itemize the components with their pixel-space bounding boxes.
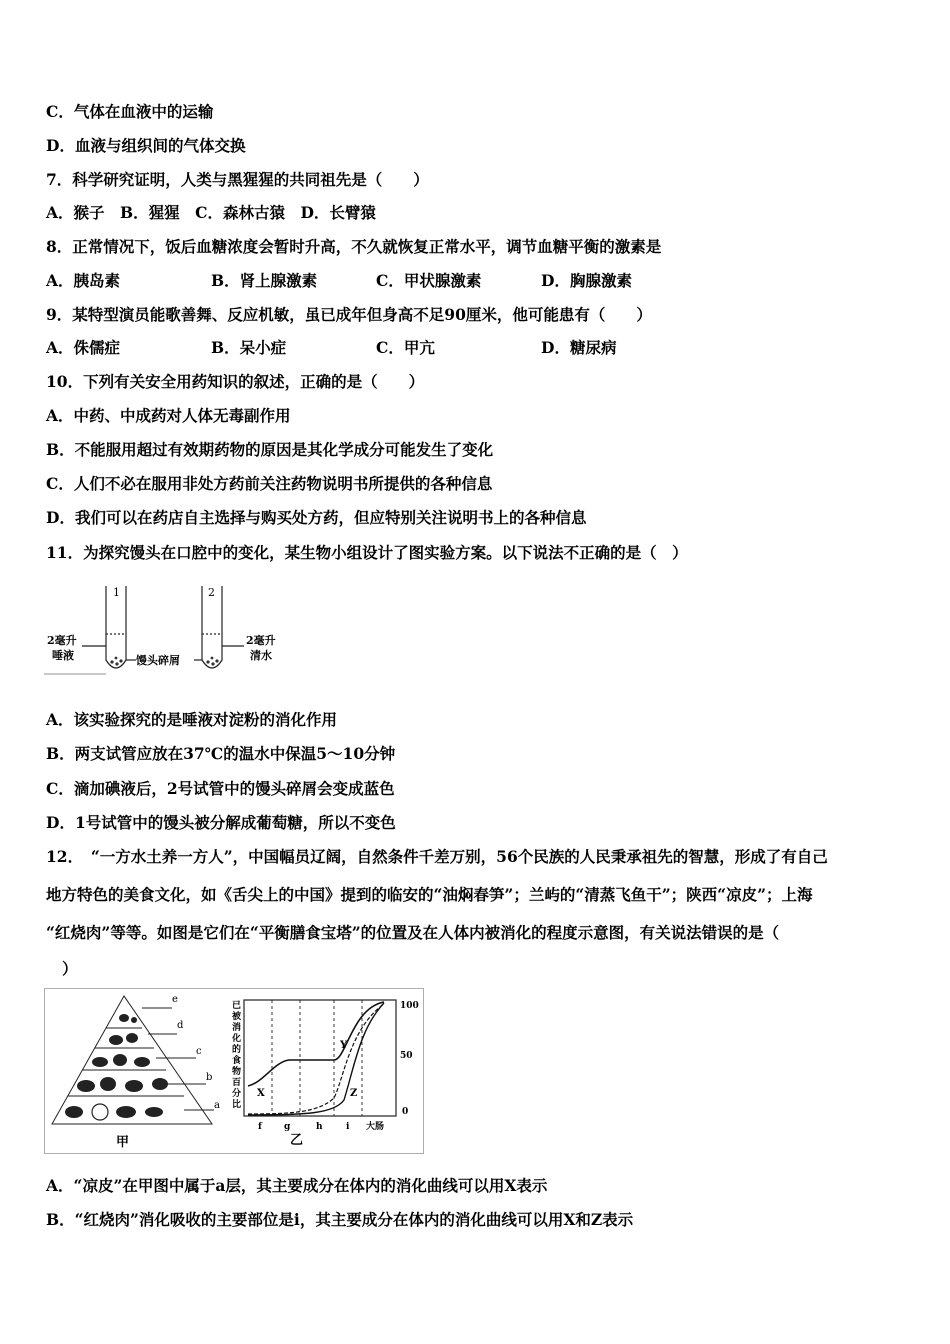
question-10: 10．下列有关安全用药知识的叙述，正确的是（ ） [46, 372, 425, 391]
y-tick-0: 0 [402, 1107, 409, 1117]
pyramid-letter-e: e [172, 994, 178, 1005]
saliva-label: 唾液 [52, 649, 74, 662]
y-label-char-1: 已 [232, 1001, 242, 1011]
q8-option-c: C．甲状腺激素 [376, 271, 482, 290]
question-7: 7．科学研究证明，人类与黑猩猩的共同祖先是（ ） [46, 170, 429, 189]
q8-option-a: A．胰岛素 [46, 271, 121, 290]
curve-label-x: X [257, 1088, 265, 1099]
question-8-options [46, 271, 632, 291]
water-label-volume: 2毫升 [246, 634, 276, 647]
curve-label-z: Z [350, 1088, 358, 1099]
question-12-line-3: “红烧肉”等等。如图是它们在“平衡膳食宝塔”的位置及在人体内被消化的程度示意图，有关说法错误的是（ [46, 923, 780, 942]
curve-x [248, 1002, 384, 1086]
q9-option-a: A．侏儒症 [46, 338, 121, 357]
y-tick-100: 100 [400, 1001, 419, 1011]
y-label-char-4: 化 [232, 1034, 242, 1044]
pyramid-letter-b: b [206, 1072, 213, 1083]
y-label-char-10: 比 [232, 1100, 242, 1110]
question-9-options [46, 338, 616, 358]
food-pyramid-digestion-figure [44, 988, 424, 1154]
question-9: 9．某特型演员能歌善舞、反应机敏，虽已成年但身高不足90厘米，他可能患有（ ） [46, 305, 652, 324]
pyramid-letter-d: d [177, 1020, 184, 1031]
y-label-char-3: 消 [232, 1023, 242, 1033]
x-tick-h: h [316, 1122, 323, 1132]
q9-option-d: D．糖尿病 [541, 338, 617, 357]
q9-option-c: C．甲亢 [376, 338, 435, 357]
question-11: 11．为探究馒头在口腔中的变化，某生物小组设计了图实验方案。以下说法不正确的是（ ） [46, 543, 688, 562]
q10-option-b: B．不能服用超过有效期药物的原因是其化学成分可能发生了变化 [46, 440, 494, 459]
x-tick-i: i [346, 1122, 350, 1132]
food-pyramid [52, 996, 214, 1124]
saliva-label-volume: 2毫升 [47, 634, 77, 647]
q8-option-d: D．胸腺激素 [541, 271, 632, 290]
pyramid-letter-a: a [214, 1100, 220, 1111]
q11-option-b: B．两支试管应放在37℃的温水中保温5～10分钟 [46, 744, 396, 763]
digestion-y-axis-label [231, 1000, 242, 1110]
y-label-char-7: 物 [232, 1067, 242, 1077]
q12-option-a: A．“凉皮”在甲图中属于a层，其主要成分在体内的消化曲线可以用X表示 [46, 1176, 548, 1195]
q8-option-b: B．肾上腺激素 [211, 271, 318, 290]
water-label: 清水 [250, 649, 272, 662]
digestion-chart [231, 1000, 419, 1148]
q10-option-d: D．我们可以在药店自主选择与购买处方药，但应特别关注说明书上的各种信息 [46, 508, 587, 527]
x-tick-large-intestine: 大肠 [366, 1122, 385, 1132]
x-tick-g: g [284, 1122, 291, 1132]
test-tube-figure [44, 578, 294, 678]
q11-option-d: D．1号试管中的馒头被分解成葡萄糖，所以不变色 [46, 813, 396, 832]
curve-y [248, 1004, 384, 1114]
question-12-line-4: ） [62, 959, 78, 978]
x-tick-f: f [258, 1122, 262, 1132]
q10-option-c: C．人们不必在服用非处方药前关注药物说明书所提供的各种信息 [46, 474, 493, 493]
y-label-char-6: 食 [232, 1056, 242, 1066]
curve-z [248, 1003, 384, 1115]
pyramid-letter-c: c [196, 1046, 202, 1057]
question-7-options: A．猴子 B．猩猩 C．森林古猿 D．长臂猿 [46, 203, 376, 222]
q11-option-a: A．该实验探究的是唾液对淀粉的消化作用 [46, 710, 338, 729]
y-label-char-5: 的 [232, 1045, 242, 1055]
question-12-line-2: 地方特色的美食文化，如《舌尖上的中国》提到的临安的“油焖春笋”；兰屿的“清蒸飞鱼干”；陕西“凉皮”；上海 [46, 885, 813, 904]
option-d-gas-exchange: D．血液与组织间的气体交换 [46, 136, 246, 155]
option-c-gas-transport: C．气体在血液中的运输 [46, 102, 214, 121]
figure-caption-yi: 乙 [290, 1133, 304, 1148]
q10-option-a: A．中药、中成药对人体无毒副作用 [46, 406, 291, 425]
question-8: 8．正常情况下，饭后血糖浓度会暂时升高，不久就恢复正常水平，调节血糖平衡的激素是 [46, 237, 662, 256]
q12-option-b: B．“红烧肉”消化吸收的主要部位是i，其主要成分在体内的消化曲线可以用X和Z表示 [46, 1210, 634, 1229]
tube-2-number: 2 [208, 586, 215, 599]
curve-label-y: Y [340, 1040, 348, 1051]
y-label-char-2: 被 [232, 1012, 242, 1022]
tube-1-number: 1 [113, 586, 120, 599]
q11-option-c: C．滴加碘液后，2号试管中的馒头碎屑会变成蓝色 [46, 779, 395, 798]
bread-crumbs-label: 馒头碎屑 [136, 654, 180, 667]
y-label-char-9: 分 [232, 1089, 242, 1099]
figure-caption-jia: 甲 [116, 1135, 130, 1150]
y-tick-50: 50 [400, 1051, 413, 1061]
question-12-line-1: 12． “一方水土养一方人”，中国幅员辽阔，自然条件千差万别，56个民族的人民秉承祖先的智慧，形成了有自己 [46, 847, 828, 866]
y-label-char-8: 百 [232, 1078, 242, 1088]
q9-option-b: B．呆小症 [211, 338, 287, 357]
